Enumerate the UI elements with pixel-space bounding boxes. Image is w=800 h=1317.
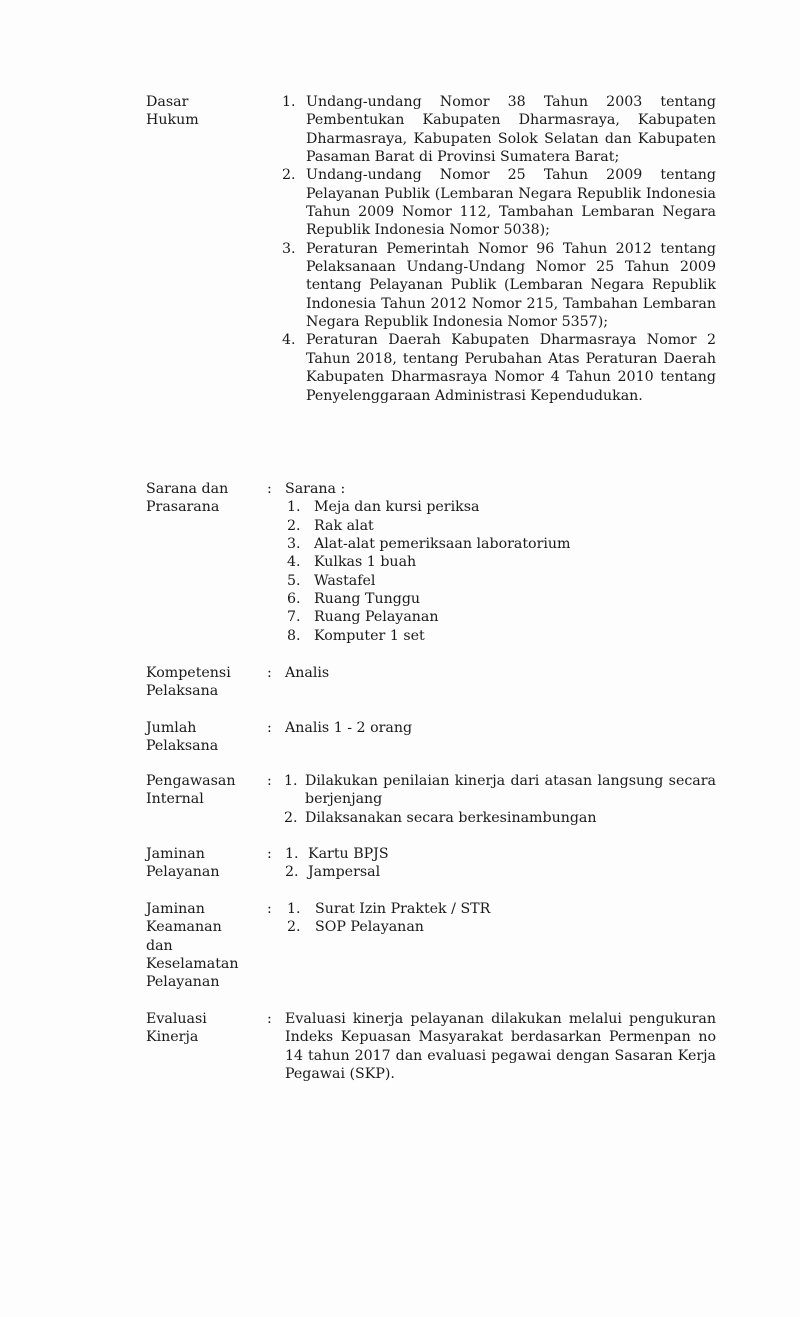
item-number: 6.: [287, 591, 301, 608]
item-number: 1.: [285, 846, 299, 862]
list-item: [287, 535, 716, 553]
item-text: SOP Pelayanan: [315, 919, 424, 936]
section-label: Jaminan Pelayanan: [146, 846, 220, 881]
item-text: Undang-undang Nomor 38 Tahun 2003 tentang Pembentukan Kabupaten Dharmasraya, Kabupaten Dharmasraya, Kabupaten Solok Selatan dan Kabupaten Pasaman Barat di Provinsi Sumatera Barat;: [306, 94, 716, 166]
section-label: Dasar Hukum: [146, 94, 199, 129]
item-text: Wastafel: [314, 572, 376, 589]
section-content: [285, 845, 716, 882]
list-item: [285, 863, 716, 881]
colon: :: [267, 481, 272, 497]
list-item: [287, 608, 716, 626]
section-label: Sarana dan Prasarana: [146, 481, 229, 516]
supervision-list: [284, 772, 716, 827]
item-text: Surat Izin Praktek / STR: [315, 901, 491, 917]
item-number: 2.: [287, 919, 301, 936]
list-item: [287, 517, 716, 535]
item-text: Ruang Tunggu: [314, 591, 421, 608]
item-number: 1.: [282, 94, 296, 110]
item-number: 3.: [282, 240, 296, 257]
item-number: 4.: [282, 332, 296, 349]
item-number: 2.: [287, 517, 301, 534]
item-text: Kartu BPJS: [308, 846, 389, 862]
section-content: [285, 772, 716, 827]
section-label: Jumlah Pelaksana: [146, 720, 219, 755]
list-item: [284, 809, 716, 827]
item-number: 2.: [285, 864, 299, 881]
list-item: [284, 772, 716, 809]
colon: :: [267, 1011, 272, 1027]
list-item: [282, 240, 716, 332]
item-number: 5.: [287, 572, 301, 589]
list-item: [287, 572, 716, 590]
item-number: 1.: [284, 773, 298, 789]
section-label: Jaminan Keamanan dan Keselamatan Pelayanan: [146, 901, 239, 991]
item-number: 2.: [284, 809, 298, 826]
colon: :: [267, 773, 272, 789]
section-label: Evaluasi Kinerja: [146, 1011, 207, 1046]
item-text: Ruang Pelayanan: [314, 609, 439, 626]
legal-basis-list: [282, 93, 716, 405]
item-text: Dilakukan penilaian kinerja dari atasan langsung secara berjenjang: [305, 773, 716, 808]
section-content: [285, 900, 716, 937]
list-item: [287, 590, 716, 608]
colon: :: [267, 901, 272, 917]
item-text: Alat-alat pemeriksaan laboratorium: [314, 536, 571, 553]
section-content: [285, 480, 716, 645]
item-text: Dilaksanakan secara berkesinambungan: [305, 809, 597, 826]
item-text: Rak alat: [314, 517, 374, 534]
item-text: Peraturan Daerah Kabupaten Dharmasraya Nomor 2 Tahun 2018, tentang Perubahan Atas Peraturan Daerah Kabupaten Dharmasraya Nomor 4 Tahun 2010 tentang Penyelenggaraan Administrasi Kependudukan.: [306, 332, 716, 404]
item-number: 1.: [287, 901, 301, 917]
list-item: [282, 166, 716, 239]
section-value: Analis 1 - 2 orang: [285, 720, 413, 736]
list-item: [287, 900, 716, 918]
list-item: [287, 553, 716, 571]
safety-guarantee-list: [287, 900, 716, 937]
item-text: Kulkas 1 buah: [314, 554, 417, 571]
item-text: Meja dan kursi periksa: [314, 499, 480, 516]
item-number: 4.: [287, 554, 301, 571]
item-number: 1.: [287, 499, 301, 516]
item-text: Undang-undang Nomor 25 Tahun 2009 tentang Pelayanan Publik (Lembaran Negara Republik Indonesia Tahun 2009 Nomor 112, Tambahan Lembaran Negara Republik Indonesia Nomor 5038);: [306, 167, 716, 239]
item-text: Komputer 1 set: [314, 627, 425, 644]
list-item: [287, 627, 716, 645]
colon: :: [267, 720, 272, 736]
section-content: [282, 93, 716, 405]
list-item: [282, 331, 716, 404]
item-text: Jampersal: [308, 864, 381, 881]
service-guarantee-list: [285, 845, 716, 882]
item-text: Peraturan Pemerintah Nomor 96 Tahun 2012 tentang Pelaksanaan Undang-Undang Nomor 25 Tahun 2009 tentang Pelayanan Publik (Lembaran Negara Republik Indonesia Tahun 2012 Nomor 215, Tambahan Lembaran Negara Republik Indonesia Nomor 5357);: [306, 240, 716, 331]
item-number: 2.: [282, 167, 296, 184]
list-item: [287, 918, 716, 936]
colon: :: [267, 846, 272, 862]
item-number: 3.: [287, 536, 301, 553]
list-item: [287, 498, 716, 516]
sarana-heading: Sarana :: [285, 481, 346, 497]
facility-list: [287, 498, 716, 645]
item-number: 8.: [287, 627, 301, 644]
list-item: [282, 93, 716, 166]
item-number: 7.: [287, 609, 301, 626]
section-label: Kompetensi Pelaksana: [146, 665, 231, 700]
list-item: [285, 845, 716, 863]
section-value: Analis: [285, 665, 330, 681]
section-label: Pengawasan Internal: [146, 773, 236, 808]
colon: :: [267, 665, 272, 681]
section-value: Evaluasi kinerja pelayanan dilakukan melalui pengukuran Indeks Kepuasan Masyarakat berdasarkan Permenpan no 14 tahun 2017 dan evaluasi pegawai dengan Sasaran Kerja Pegawai (SKP).: [285, 1011, 716, 1083]
